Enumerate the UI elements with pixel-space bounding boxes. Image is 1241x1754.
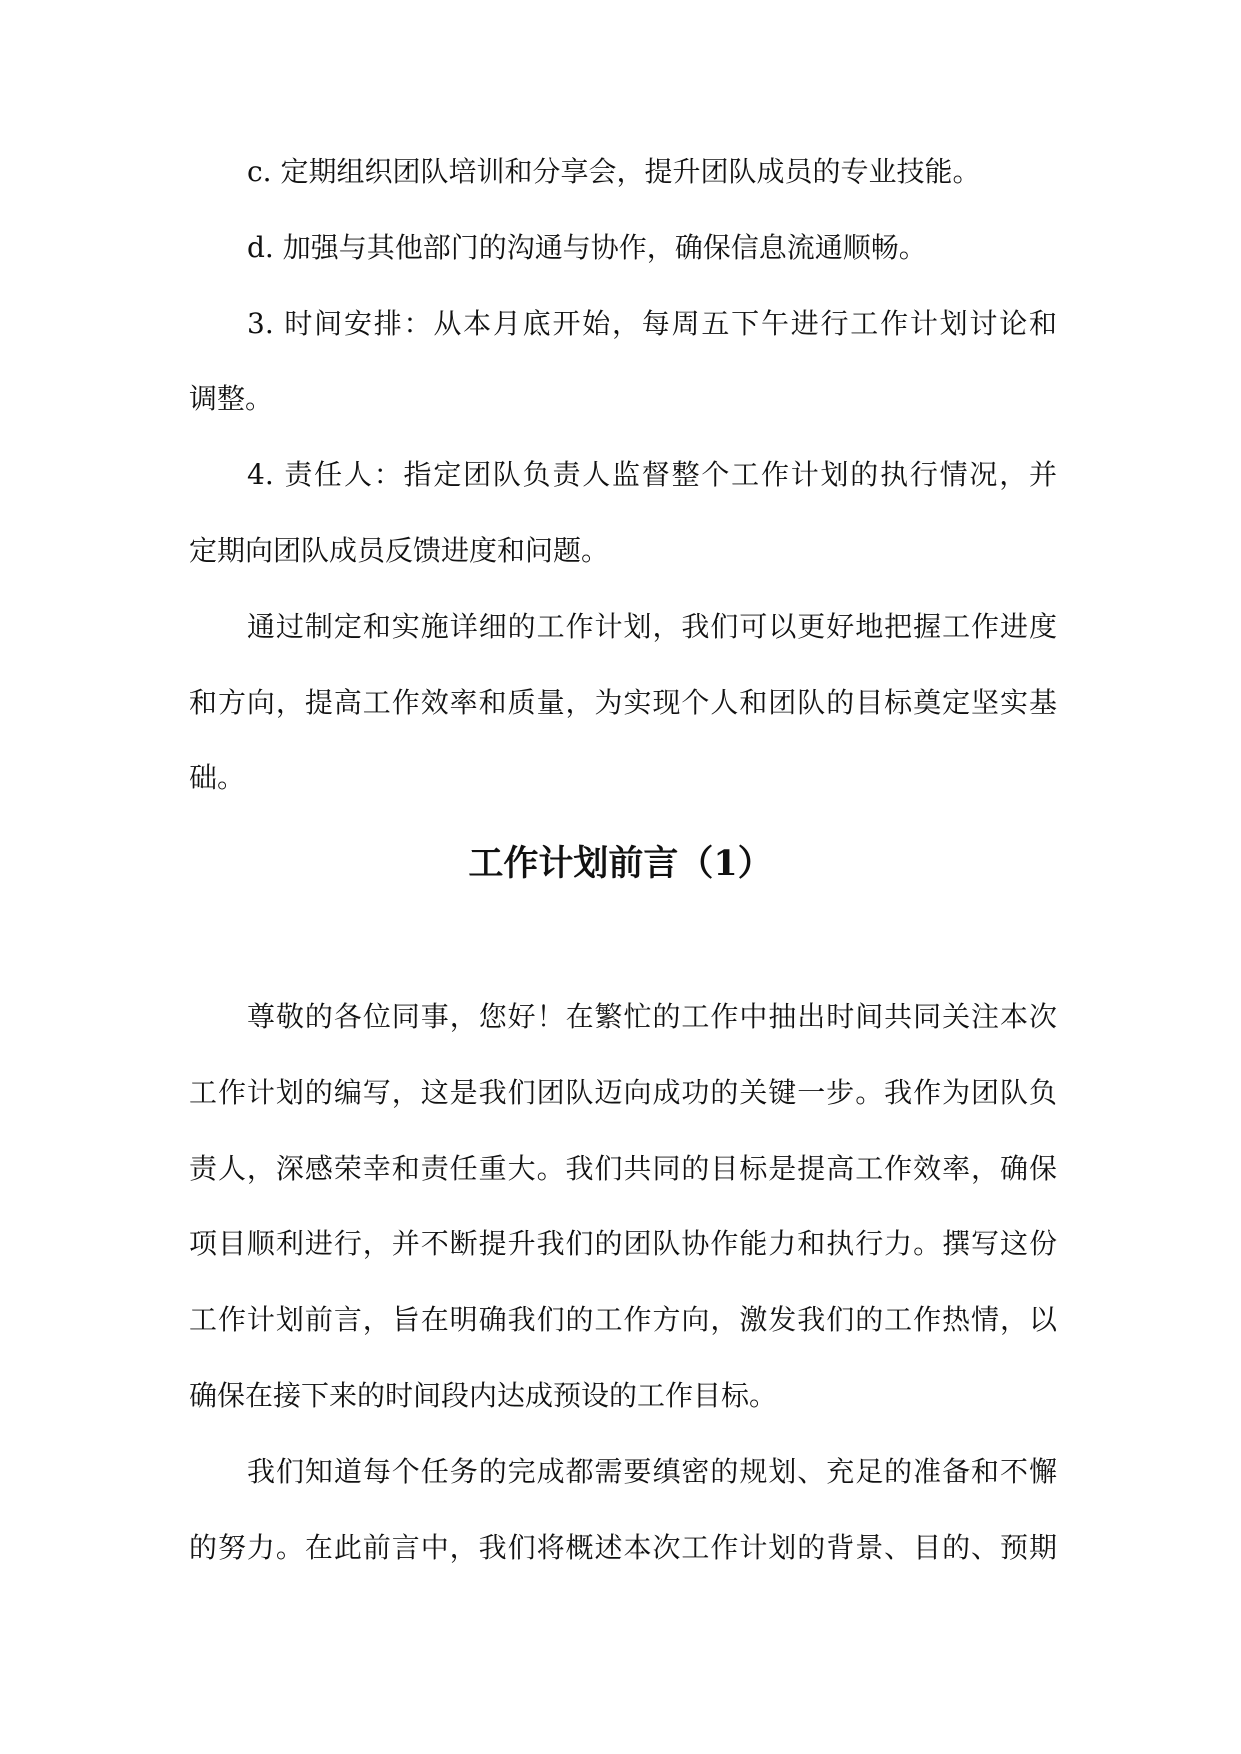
section-heading: 工作计划前言（1） (468, 843, 773, 884)
continued-section (189, 134, 1057, 816)
paragraph-line: 的努力。在此前言中，我们将概述本次工作计划的背景、目的、预期 (189, 1530, 1057, 1564)
paragraph-line: 和方向，提高工作效率和质量，为实现个人和团队的目标奠定坚实基 (189, 685, 1057, 719)
paragraph-line: 通过制定和实施详细的工作计划，我们可以更好地把握工作进度 (247, 609, 1057, 643)
preface-paragraph-greeting (189, 979, 1057, 1434)
preface-paragraph-planning (189, 1434, 1057, 1586)
closing-paragraph (189, 589, 1057, 816)
paragraph-line: 工作计划前言，旨在明确我们的工作方向，激发我们的工作热情，以 (189, 1303, 1057, 1337)
list-item-responsible-person (189, 437, 1057, 589)
paragraph-line: d. 加强与其他部门的沟通与协作，确保信息流通顺畅。 (247, 230, 927, 264)
paragraph-line: 我们知道每个任务的完成都需要缜密的规划、充足的准备和不懈 (247, 1454, 1057, 1488)
paragraph-line: 调整。 (189, 382, 274, 416)
list-item-time-schedule (189, 286, 1057, 438)
paragraph-line: 础。 (189, 761, 246, 795)
preface-section (189, 979, 1057, 1585)
paragraph-line: 确保在接下来的时间段内达成预设的工作目标。 (189, 1378, 778, 1412)
paragraph-line: 尊敬的各位同事，您好！在繁忙的工作中抽出时间共同关注本次 (247, 1000, 1057, 1033)
paragraph-line: 责人，深感荣幸和责任重大。我们共同的目标是提高工作效率，确保 (189, 1151, 1057, 1185)
paragraph-line: c. 定期组织团队培训和分享会，提升团队成员的专业技能。 (247, 155, 981, 188)
paragraph-line: 3. 时间安排：从本月底开始，每周五下午进行工作计划讨论和 (247, 306, 1057, 340)
paragraph-line: 4. 责任人：指定团队负责人监督整个工作计划的执行情况，并 (247, 458, 1057, 492)
list-item-c (189, 134, 1057, 210)
paragraph-line: 工作计划的编写，这是我们团队迈向成功的关键一步。我作为团队负 (189, 1075, 1057, 1109)
paragraph-line: 定期向团队成员反馈进度和问题。 (189, 533, 610, 567)
paragraph-line: 项目顺利进行，并不断提升我们的团队协作能力和执行力。撰写这份 (189, 1227, 1057, 1261)
list-item-d (189, 210, 1057, 286)
